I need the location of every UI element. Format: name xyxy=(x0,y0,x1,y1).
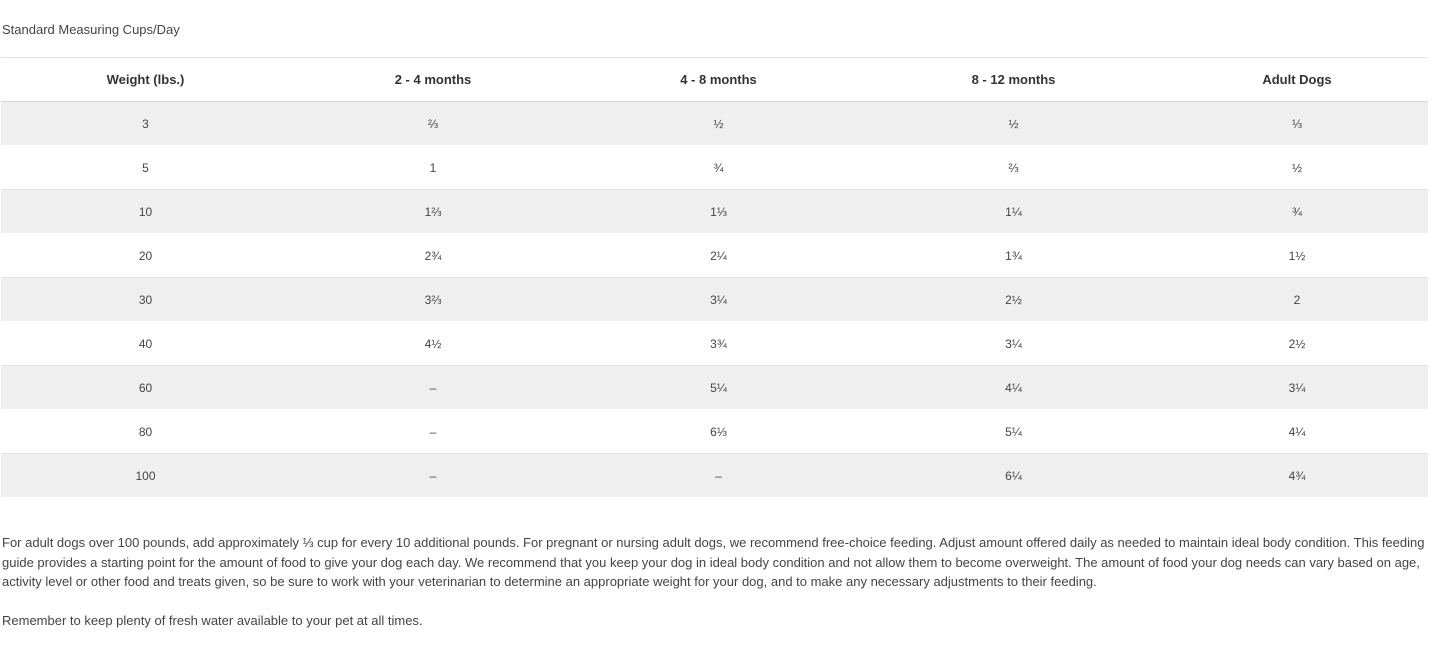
feeding-table xyxy=(1,57,1428,498)
cell-8-12-months: 4¼ xyxy=(861,366,1166,410)
cell-adult-dogs: 1½ xyxy=(1166,234,1428,278)
cell-4-8-months: – xyxy=(576,454,861,498)
cell-8-12-months: ½ xyxy=(861,102,1166,146)
header-8-12-months: 8 - 12 months xyxy=(861,58,1166,102)
cell-2-4-months: – xyxy=(290,366,576,410)
table-caption: Standard Measuring Cups/Day xyxy=(2,22,180,37)
table-row xyxy=(1,102,1428,146)
cell-adult-dogs: 4¾ xyxy=(1166,454,1428,498)
header-weight: Weight (lbs.) xyxy=(1,58,290,102)
cell-2-4-months: 3⅔ xyxy=(290,278,576,322)
table-row xyxy=(1,278,1428,322)
cell-adult-dogs: ⅓ xyxy=(1166,102,1428,146)
table-row xyxy=(1,190,1428,234)
cell-4-8-months: 5¼ xyxy=(576,366,861,410)
water-reminder: Remember to keep plenty of fresh water available to your pet at all times. xyxy=(2,612,423,628)
table-header-row xyxy=(1,58,1428,102)
cell-adult-dogs: 2 xyxy=(1166,278,1428,322)
feeding-guide-paragraph: For adult dogs over 100 pounds, add approximately ⅓ cup for every 10 additional pounds. For pregnant or nursing adult dogs, we recommend free-choice feeding. Adjust amount offered daily as needed to maintain ideal body condition. This feeding guide provides a starting point for the amount of food to give your dog each day. We recommend that you keep your dog in ideal body condition and not allow them to become overweight. The amount of food your dog needs can vary based on age, activity level or other food and treats given, so be sure to work with your veterinarian to determine an appropriate weight for your dog, and to make any necessary adjustments to their feeding. xyxy=(2,535,1425,589)
cell-4-8-months: 3¾ xyxy=(576,322,861,366)
cell-2-4-months: 4½ xyxy=(290,322,576,366)
cell-weight: 3 xyxy=(1,102,290,146)
cell-adult-dogs: 3¼ xyxy=(1166,366,1428,410)
cell-weight: 80 xyxy=(1,410,290,454)
cell-2-4-months: 2¾ xyxy=(290,234,576,278)
cell-8-12-months: ⅔ xyxy=(861,146,1166,190)
cell-4-8-months: 6⅓ xyxy=(576,410,861,454)
cell-adult-dogs: 4¼ xyxy=(1166,410,1428,454)
cell-2-4-months: 1⅔ xyxy=(290,190,576,234)
cell-8-12-months: 6¼ xyxy=(861,454,1166,498)
cell-2-4-months: ⅔ xyxy=(290,102,576,146)
header-adult-dogs: Adult Dogs xyxy=(1166,58,1428,102)
header-4-8-months: 4 - 8 months xyxy=(576,58,861,102)
table-row xyxy=(1,146,1428,190)
cell-2-4-months: – xyxy=(290,410,576,454)
cell-4-8-months: 1⅓ xyxy=(576,190,861,234)
cell-2-4-months: – xyxy=(290,454,576,498)
cell-weight: 10 xyxy=(1,190,290,234)
cell-weight: 20 xyxy=(1,234,290,278)
cell-4-8-months: ¾ xyxy=(576,146,861,190)
table-row xyxy=(1,454,1428,498)
cell-8-12-months: 3¼ xyxy=(861,322,1166,366)
cell-weight: 5 xyxy=(1,146,290,190)
table-row xyxy=(1,410,1428,454)
header-2-4-months: 2 - 4 months xyxy=(290,58,576,102)
cell-weight: 40 xyxy=(1,322,290,366)
cell-weight: 100 xyxy=(1,454,290,498)
cell-adult-dogs: ¾ xyxy=(1166,190,1428,234)
cell-4-8-months: 3¼ xyxy=(576,278,861,322)
table-row xyxy=(1,322,1428,366)
table-row xyxy=(1,366,1428,410)
cell-4-8-months: ½ xyxy=(576,102,861,146)
cell-4-8-months: 2¼ xyxy=(576,234,861,278)
cell-8-12-months: 2½ xyxy=(861,278,1166,322)
cell-8-12-months: 5¼ xyxy=(861,410,1166,454)
cell-weight: 60 xyxy=(1,366,290,410)
cell-weight: 30 xyxy=(1,278,290,322)
cell-adult-dogs: ½ xyxy=(1166,146,1428,190)
table-row xyxy=(1,234,1428,278)
cell-8-12-months: 1¼ xyxy=(861,190,1166,234)
cell-adult-dogs: 2½ xyxy=(1166,322,1428,366)
feeding-notes xyxy=(2,533,1427,630)
cell-2-4-months: 1 xyxy=(290,146,576,190)
cell-8-12-months: 1¾ xyxy=(861,234,1166,278)
